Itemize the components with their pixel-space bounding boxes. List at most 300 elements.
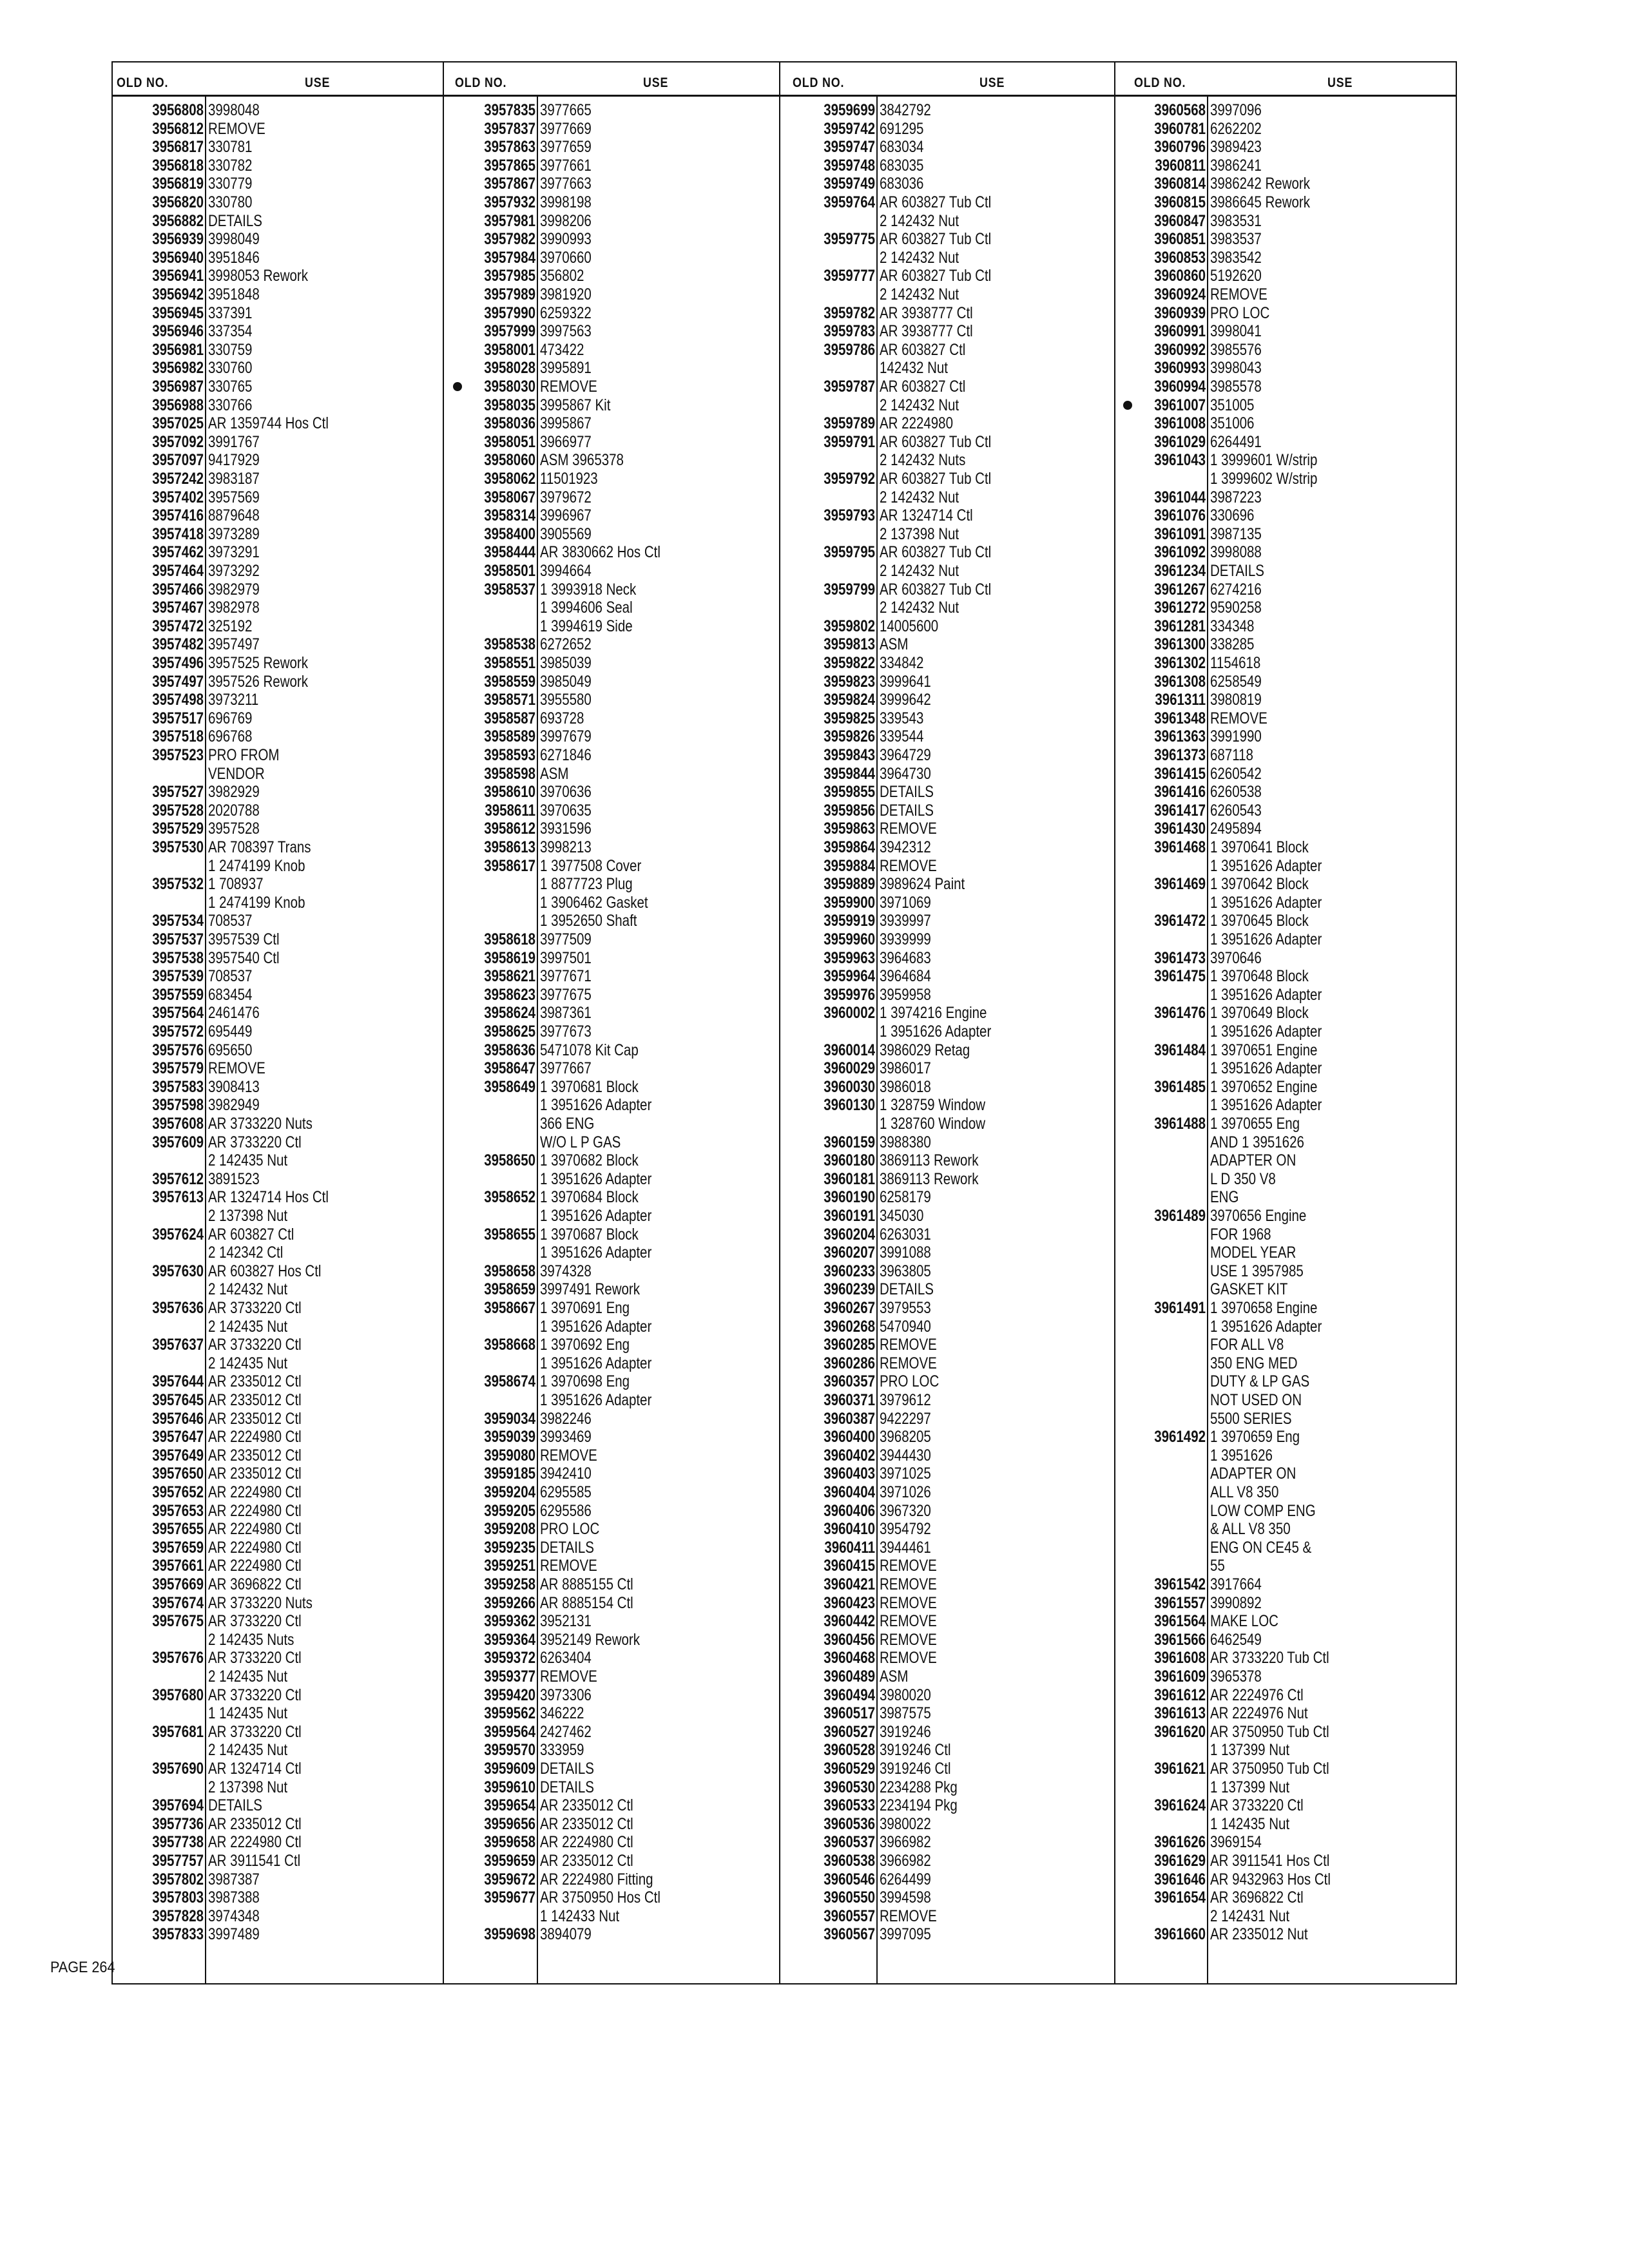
replacement-use: 3995867 Kit (540, 396, 611, 414)
table-row (111, 1096, 443, 1114)
replacement-use: W/O L P GAS (540, 1133, 621, 1151)
page-number: PAGE 264 (50, 1959, 115, 1976)
replacement-use: 3951848 (208, 285, 260, 303)
table-row (443, 1594, 780, 1612)
old-part-number: 3961468 (1154, 838, 1206, 856)
table-row (443, 727, 780, 745)
replacement-use: 6264499 (880, 1870, 931, 1888)
column-header-use: USE (1327, 75, 1353, 90)
table-row (443, 1299, 780, 1317)
table-row (443, 267, 780, 285)
old-part-number: 3961654 (1154, 1888, 1206, 1907)
table-row (1115, 691, 1457, 709)
replacement-use: 3987387 (208, 1870, 260, 1888)
replacement-use: 3919246 (880, 1722, 931, 1741)
replacement-use: 9417929 (208, 451, 260, 470)
table-row (443, 1870, 780, 1888)
table-row (443, 101, 780, 119)
replacement-use: 325192 (208, 617, 253, 635)
old-part-number: 3957527 (152, 783, 204, 802)
table-row (1115, 1815, 1457, 1833)
replacement-use: AR 3938777 Ctl (880, 303, 973, 322)
replacement-use: 1 3952650 Shaft (540, 912, 637, 930)
old-part-number: 3957529 (152, 820, 204, 838)
table-row (111, 857, 443, 875)
table-row (1115, 470, 1457, 488)
replacement-use: 1 3970645 Block (1210, 912, 1309, 930)
table-row (443, 1483, 780, 1501)
replacement-use: 3983187 (208, 470, 260, 488)
table-row (780, 1170, 1115, 1188)
old-part-number: 3957981 (484, 211, 535, 230)
old-part-number: 3961469 (1154, 875, 1206, 894)
replacement-use: 3979612 (880, 1391, 931, 1409)
table-row (780, 1852, 1115, 1870)
table-row (780, 396, 1115, 414)
old-part-number: 3961234 (1154, 562, 1206, 580)
replacement-use: 3942312 (880, 838, 931, 856)
replacement-use: 337391 (208, 303, 253, 322)
replacement-use: 337354 (208, 322, 253, 341)
replacement-use: 3997563 (540, 322, 592, 341)
table-row (1115, 1428, 1457, 1446)
old-part-number: 3957867 (484, 175, 535, 193)
replacement-use: AR 2224980 Ctl (208, 1520, 302, 1539)
table-row (111, 1594, 443, 1612)
table-row (443, 1796, 780, 1814)
replacement-use: AR 603827 Ctl (880, 340, 966, 359)
replacement-use: AR 3696822 Ctl (208, 1575, 302, 1593)
table-row (443, 138, 780, 156)
replacement-use: 330779 (208, 175, 253, 193)
table-row (443, 1133, 780, 1151)
replacement-use: 6274216 (1210, 580, 1262, 599)
table-row (111, 378, 443, 396)
old-part-number: 3960233 (824, 1262, 875, 1280)
replacement-use: 1 142433 Nut (540, 1907, 620, 1925)
replacement-use: USE 1 3957985 (1210, 1262, 1304, 1280)
old-part-number: 3957466 (152, 580, 204, 599)
old-part-number: 3956942 (152, 285, 204, 303)
replacement-use: 3988380 (880, 1133, 931, 1151)
table-row (780, 157, 1115, 175)
table-row (1115, 543, 1457, 561)
replacement-use: 1 8877723 Plug (540, 875, 633, 894)
old-part-number: 3957828 (152, 1907, 204, 1925)
table-row (780, 1188, 1115, 1206)
replacement-use: 3917664 (1210, 1575, 1262, 1593)
replacement-use: 1 2474199 Knob (208, 893, 305, 912)
replacement-use: ASM 3965378 (540, 451, 624, 470)
table-row (1115, 101, 1457, 119)
table-row (1115, 673, 1457, 691)
old-part-number: 3958551 (484, 654, 535, 672)
old-part-number: 3957644 (152, 1372, 204, 1391)
replacement-use: REMOVE (880, 1336, 937, 1354)
table-row (111, 101, 443, 119)
table-row (780, 1151, 1115, 1169)
table-row (111, 543, 443, 561)
old-part-number: 3960529 (824, 1760, 875, 1778)
replacement-use: 3998041 (1210, 322, 1262, 341)
replacement-use: L D 350 V8 (1210, 1169, 1276, 1188)
table-row (443, 709, 780, 727)
old-part-number: 3958659 (484, 1280, 535, 1299)
table-row (780, 488, 1115, 506)
replacement-use: AR 1324714 Hos Ctl (208, 1188, 329, 1207)
table-row (1115, 285, 1457, 303)
old-part-number: 3960423 (824, 1593, 875, 1612)
replacement-use: AR 3830662 Hos Ctl (540, 543, 660, 562)
replacement-use: DETAILS (208, 211, 262, 230)
replacement-use: 3970636 (540, 783, 592, 802)
replacement-use: REMOVE (880, 1557, 937, 1575)
replacement-use: PRO LOC (880, 1372, 940, 1391)
old-part-number: 3960853 (1154, 248, 1206, 267)
replacement-use: 3983531 (1210, 211, 1262, 230)
old-part-number: 3958001 (484, 340, 535, 359)
replacement-use: AR 3733220 Ctl (1210, 1796, 1304, 1815)
old-part-number: 3959658 (484, 1833, 535, 1852)
old-part-number: 3959884 (824, 856, 875, 875)
replacement-use: REMOVE (540, 1446, 597, 1465)
replacement-use: 5192620 (1210, 267, 1262, 285)
table-row (1115, 1170, 1457, 1188)
old-part-number: 3960014 (824, 1041, 875, 1059)
column-header-old-no: OLD NO. (793, 75, 845, 90)
table-row (111, 802, 443, 820)
old-part-number: 3957517 (152, 709, 204, 727)
header-divider (443, 95, 780, 97)
table-row (780, 1041, 1115, 1059)
old-part-number: 3958035 (484, 396, 535, 414)
replacement-use: 6260543 (1210, 801, 1262, 820)
replacement-use: 1 3970642 Block (1210, 875, 1309, 894)
table-row (1115, 1870, 1457, 1888)
old-part-number: 3959775 (824, 230, 875, 249)
old-part-number: 3957579 (152, 1059, 204, 1078)
table-row (1115, 1059, 1457, 1077)
table-row (780, 175, 1115, 193)
table-row (1115, 1465, 1457, 1483)
replacement-use: 2 137398 Nut (208, 1207, 288, 1225)
table-row (1115, 1888, 1457, 1907)
old-part-number: 3957530 (152, 838, 204, 856)
table-row (111, 157, 443, 175)
frame-right (1456, 61, 1457, 1984)
table-row (1115, 359, 1457, 377)
old-part-number: 3960030 (824, 1077, 875, 1096)
old-part-number: 3958668 (484, 1336, 535, 1354)
replacement-use: 2 142432 Nut (208, 1280, 288, 1299)
table-row (1115, 1225, 1457, 1244)
table-row (1115, 599, 1457, 617)
replacement-use: 3966977 (540, 432, 592, 451)
replacement-use: DETAILS (1210, 562, 1264, 580)
old-part-number: 3957647 (152, 1428, 204, 1446)
table-row (780, 120, 1115, 138)
old-part-number: 3959699 (824, 101, 875, 119)
replacement-use: AR 2335012 Ctl (208, 1409, 302, 1428)
old-part-number: 3958612 (484, 820, 535, 838)
old-part-number: 3958667 (484, 1299, 535, 1317)
table-row (780, 986, 1115, 1004)
table-row (111, 1907, 443, 1925)
old-part-number: 3957649 (152, 1446, 204, 1465)
old-part-number: 3959609 (484, 1760, 535, 1778)
replacement-use: 6264491 (1210, 432, 1262, 451)
table-row (780, 267, 1115, 285)
replacement-use: 2 137398 Nut (208, 1778, 288, 1796)
old-part-number: 3960468 (824, 1649, 875, 1667)
old-part-number: 3958625 (484, 1023, 535, 1041)
replacement-use: 3973306 (540, 1686, 592, 1704)
replacement-use: 1 3951626 Adapter (1210, 1096, 1322, 1115)
old-part-number: 3961620 (1154, 1722, 1206, 1741)
table-row (780, 1686, 1115, 1704)
table-row (780, 1225, 1115, 1244)
table-row (1115, 581, 1457, 599)
table-row (443, 912, 780, 930)
table-row (1115, 1852, 1457, 1870)
old-part-number: 3961564 (1154, 1612, 1206, 1631)
column-header-old-no: OLD NO. (117, 75, 169, 90)
table-row (1115, 709, 1457, 727)
table-row (1115, 562, 1457, 580)
replacement-use: 3989624 Paint (880, 875, 965, 894)
table-row (780, 322, 1115, 340)
table-row (780, 967, 1115, 985)
replacement-use: 5470940 (880, 1317, 931, 1336)
replacement-use: 3990892 (1210, 1593, 1262, 1612)
table-row (780, 1133, 1115, 1151)
old-part-number: 3960207 (824, 1244, 875, 1262)
old-part-number: 3959204 (484, 1483, 535, 1501)
replacement-use: AR 3733220 Nuts (208, 1593, 313, 1612)
old-part-number: 3958593 (484, 746, 535, 764)
replacement-use: 6263404 (540, 1649, 592, 1667)
old-part-number: 3960190 (824, 1188, 875, 1207)
old-part-number: 3959654 (484, 1796, 535, 1815)
old-part-number: 3961473 (1154, 948, 1206, 967)
replacement-use: 346222 (540, 1704, 584, 1723)
replacement-use: 1 3951626 Adapter (1210, 856, 1322, 875)
old-part-number: 3960860 (1154, 267, 1206, 285)
old-part-number: 3956819 (152, 175, 204, 193)
replacement-use: 3997095 (880, 1925, 931, 1944)
replacement-use: 3986645 Rework (1210, 193, 1310, 211)
old-part-number: 3957690 (152, 1760, 204, 1778)
column-header-use: USE (979, 75, 1005, 90)
old-part-number: 3959205 (484, 1501, 535, 1520)
replacement-use: 3981920 (540, 285, 592, 303)
replacement-use: 339544 (880, 727, 924, 746)
table-row (780, 212, 1115, 230)
table-row (443, 1760, 780, 1778)
old-part-number: 3960404 (824, 1483, 875, 1501)
old-part-number: 3959795 (824, 543, 875, 562)
table-row (780, 341, 1115, 359)
table-row (111, 1318, 443, 1336)
table-row (1115, 1723, 1457, 1741)
replacement-use: 1 3999601 W/strip (1210, 451, 1318, 470)
old-part-number: 3958647 (484, 1059, 535, 1078)
table-row (780, 1372, 1115, 1390)
table-row (1115, 1041, 1457, 1059)
table-row (443, 820, 780, 838)
header-divider (111, 95, 443, 97)
table-row (443, 765, 780, 783)
old-part-number: 3961608 (1154, 1649, 1206, 1667)
replacement-use: 1 3970641 Block (1210, 838, 1309, 856)
old-part-number: 3961472 (1154, 912, 1206, 930)
replacement-use: 6271846 (540, 746, 592, 764)
replacement-use: 2 142432 Nut (880, 488, 959, 506)
old-part-number: 3959080 (484, 1446, 535, 1465)
table-row (780, 746, 1115, 764)
replacement-use: 350 ENG MED (1210, 1354, 1298, 1372)
table-row (1115, 1483, 1457, 1501)
replacement-use: AR 2224976 Ctl (1210, 1686, 1304, 1704)
replacement-use: AR 2335012 Ctl (540, 1852, 633, 1870)
old-part-number: 3960537 (824, 1833, 875, 1852)
replacement-use: 1 3951626 Adapter (1210, 893, 1322, 912)
table-row (111, 1612, 443, 1630)
table-row (111, 1280, 443, 1298)
old-part-number: 3961660 (1154, 1925, 1206, 1944)
table-row (111, 249, 443, 267)
replacement-use: 6260538 (1210, 783, 1262, 802)
frame-left (111, 61, 113, 1984)
table-row (780, 875, 1115, 893)
table-row (111, 1207, 443, 1225)
table-row (443, 1428, 780, 1446)
table-row (1115, 1741, 1457, 1759)
old-part-number: 3959976 (824, 985, 875, 1004)
replacement-use: 691295 (880, 119, 924, 138)
table-row (780, 1612, 1115, 1630)
replacement-use: 356802 (540, 267, 584, 285)
replacement-use: 1 328759 Window (880, 1096, 986, 1115)
old-part-number: 3961609 (1154, 1667, 1206, 1686)
column-header-use: USE (643, 75, 669, 90)
replacement-use: 3977509 (540, 930, 592, 948)
replacement-use: 334348 (1210, 617, 1255, 635)
replacement-use: REMOVE (1210, 709, 1268, 727)
old-part-number: 3960781 (1154, 119, 1206, 138)
replacement-use: 3952131 (540, 1612, 592, 1631)
old-part-number: 3956882 (152, 211, 204, 230)
replacement-use: 3983537 (1210, 230, 1262, 249)
replacement-use: AR 2224980 Fitting (540, 1870, 653, 1888)
table-row (111, 1796, 443, 1814)
table-row (443, 802, 780, 820)
table-row (443, 414, 780, 432)
old-part-number: 3961626 (1154, 1833, 1206, 1852)
replacement-use: 3998088 (1210, 543, 1262, 562)
table-row (443, 1059, 780, 1077)
replacement-use: 3977665 (540, 101, 592, 119)
table-row (780, 1594, 1115, 1612)
table-row (111, 1262, 443, 1280)
table-row (780, 1299, 1115, 1317)
table-row (1115, 1557, 1457, 1575)
replacement-use: 2020788 (208, 801, 260, 820)
table-row (111, 488, 443, 506)
replacement-use: AR 603827 Tub Ctl (880, 267, 992, 285)
old-part-number: 3959777 (824, 267, 875, 285)
replacement-use: 3957525 Rework (208, 654, 308, 672)
old-part-number: 3957532 (152, 875, 204, 894)
old-part-number: 3959742 (824, 119, 875, 138)
old-part-number: 3957676 (152, 1649, 204, 1667)
replacement-use: 2 142435 Nut (208, 1354, 288, 1372)
replacement-use: 330759 (208, 340, 253, 359)
old-part-number: 3961415 (1154, 764, 1206, 783)
old-part-number: 3959791 (824, 432, 875, 451)
table-row (443, 1336, 780, 1354)
table-row (780, 1336, 1115, 1354)
table-row (111, 1778, 443, 1796)
replacement-use: MAKE LOC (1210, 1612, 1278, 1631)
replacement-use: 683034 (880, 138, 924, 157)
old-part-number: 3960180 (824, 1151, 875, 1170)
table-row (111, 1446, 443, 1465)
replacement-use: LOW COMP ENG (1210, 1501, 1316, 1520)
table-row (780, 654, 1115, 672)
table-row (443, 1354, 780, 1372)
replacement-use: 1 3993918 Neck (540, 580, 637, 599)
replacement-use: 1 3970682 Block (540, 1151, 639, 1170)
table-row (780, 193, 1115, 211)
replacement-use: AR 3696822 Ctl (1210, 1888, 1304, 1907)
replacement-use: GASKET KIT (1210, 1280, 1288, 1299)
column-divider (1114, 61, 1115, 1984)
table-row (443, 599, 780, 617)
old-part-number: 3959889 (824, 875, 875, 894)
replacement-use: 3982979 (208, 580, 260, 599)
old-part-number: 3957736 (152, 1814, 204, 1833)
table-row (111, 1667, 443, 1686)
replacement-use: 3891523 (208, 1169, 260, 1188)
replacement-use: 696768 (208, 727, 253, 746)
table-row (780, 249, 1115, 267)
old-part-number: 3956941 (152, 267, 204, 285)
replacement-use: 1 3970698 Eng (540, 1372, 630, 1391)
old-part-number: 3957837 (484, 119, 535, 138)
replacement-use: REMOVE (880, 1630, 937, 1649)
table-row (111, 506, 443, 524)
old-part-number: 3960538 (824, 1852, 875, 1870)
table-row (443, 617, 780, 635)
replacement-use: 3931596 (540, 820, 592, 838)
table-row (1115, 949, 1457, 967)
old-part-number: 3956987 (152, 378, 204, 396)
table-row (780, 709, 1115, 727)
old-part-number: 3960286 (824, 1354, 875, 1372)
old-part-number: 3961621 (1154, 1760, 1206, 1778)
table-row (443, 341, 780, 359)
table-row (111, 322, 443, 340)
old-part-number: 3957624 (152, 1225, 204, 1244)
table-row (111, 1410, 443, 1428)
replacement-use: REMOVE (540, 1667, 597, 1686)
replacement-use: 1 3999602 W/strip (1210, 470, 1318, 488)
table-row (443, 691, 780, 709)
replacement-use: 473422 (540, 340, 584, 359)
replacement-use: 2495894 (1210, 820, 1262, 838)
table-row (1115, 838, 1457, 856)
